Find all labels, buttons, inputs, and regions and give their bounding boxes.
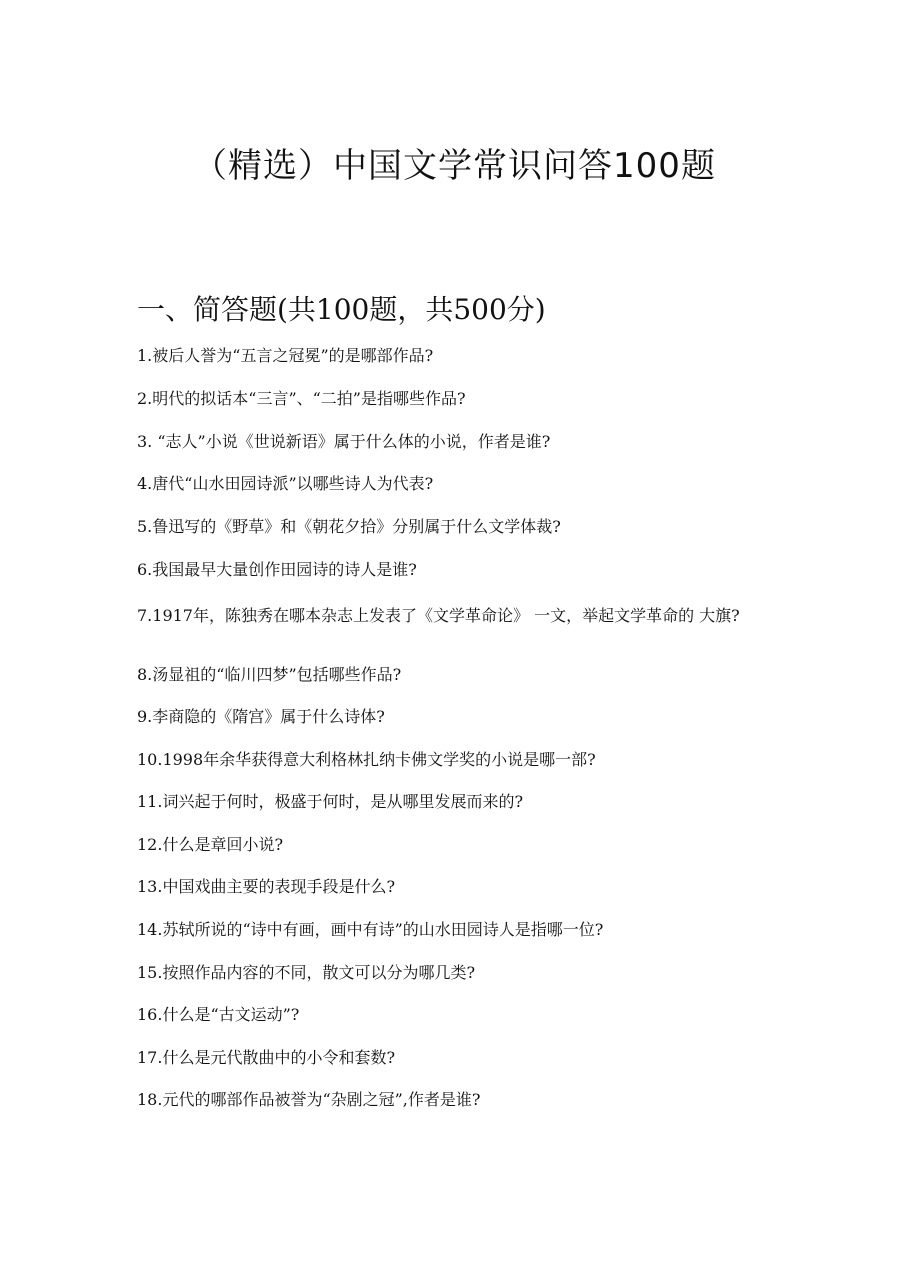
question-item: 16.什么是“古文运动”? (137, 1005, 300, 1024)
question-item: 3. “志人”小说《世说新语》属于什么体的小说，作者是谁? (137, 432, 551, 451)
question-item: 10.1998年余华获得意大利格林扎纳卡佛文学奖的小说是哪一部? (137, 750, 596, 769)
question-item: 1.被后人誉为“五言之冠冕”的是哪部作品? (137, 346, 434, 365)
question-item: 7.1917年，陈独秀在哪本杂志上发表了《文学革命论》 一文，举起文学革命的 大旗? (137, 606, 740, 625)
question-item: 13.中国戏曲主要的表现手段是什么? (137, 877, 396, 896)
question-item: 15.按照作品内容的不同，散文可以分为哪几类? (137, 963, 476, 982)
question-item: 6.我国最早大量创作田园诗的诗人是谁? (137, 560, 417, 579)
question-item: 8.汤显祖的“临川四梦”包括哪些作品? (137, 665, 402, 684)
question-item: 18.元代的哪部作品被誉为“杂剧之冠”,作者是谁? (137, 1090, 481, 1109)
document-title: （精选）中国文学常识问答100题 (193, 146, 716, 186)
question-item: 14.苏轼所说的“诗中有画，画中有诗”的山水田园诗人是指哪一位? (137, 920, 604, 939)
question-item: 12.什么是章回小说? (137, 835, 284, 854)
question-item: 11.词兴起于何时，极盛于何时，是从哪里发展而来的? (137, 792, 524, 811)
section-heading: 一、简答题(共100题，共500分) (137, 293, 546, 326)
question-item: 5.鲁迅写的《野草》和《朝花夕拾》分别属于什么文学体裁? (137, 517, 561, 536)
question-item: 4.唐代“山水田园诗派”以哪些诗人为代表? (137, 474, 434, 493)
question-item: 9.李商隐的《隋宫》属于什么诗体? (137, 707, 385, 726)
question-item: 17.什么是元代散曲中的小令和套数? (137, 1048, 396, 1067)
question-item: 2.明代的拟话本“三言”、“二拍”是指哪些作品? (137, 389, 466, 408)
